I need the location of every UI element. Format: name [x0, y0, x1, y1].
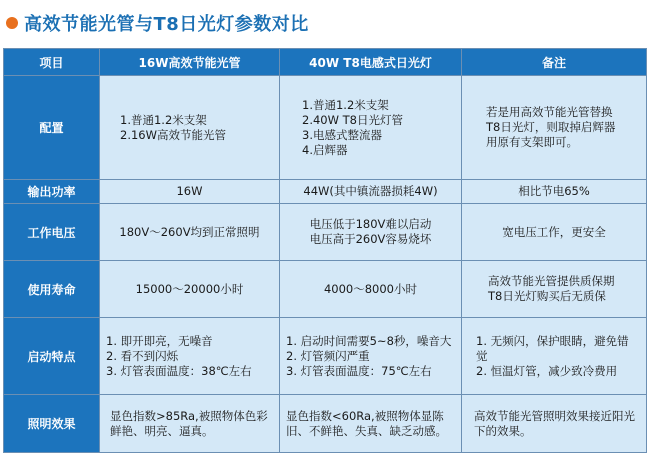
list-item: 2. 看不到闪烁 — [106, 348, 179, 363]
row-label: 工作电压 — [4, 204, 100, 261]
header-item: 项目 — [4, 49, 100, 76]
title-row — [6, 6, 309, 40]
header-row — [4, 49, 647, 76]
list-item: 2. 灯管频闪严重 — [286, 348, 370, 363]
startup-t8-cell — [280, 318, 462, 395]
power-notes-cell: 相比节电65% — [462, 180, 647, 204]
list-item: 2.40W T8日光灯管 — [302, 112, 403, 127]
lifespan-t8-cell: 4000～8000小时 — [280, 261, 462, 318]
lifespan-led-cell: 15000～20000小时 — [100, 261, 280, 318]
row-label: 使用寿命 — [4, 261, 100, 318]
table-row — [4, 204, 647, 261]
header-notes: 备注 — [462, 49, 647, 76]
bullet-dot-icon — [6, 17, 18, 29]
page-title: 高效节能光管与T8日光灯参数对比 — [24, 14, 309, 35]
comparison-table — [3, 48, 647, 453]
list-item: 3.电感式整流器 — [302, 127, 382, 142]
list-item: 4.启辉器 — [302, 142, 348, 157]
list-item: 3. 灯管表面温度：38℃左右 — [106, 363, 252, 378]
table-row — [4, 395, 647, 453]
header-t8-lamp: 40W T8电感式日光灯 — [280, 49, 462, 76]
list-item: 1. 启动时间需要5~8秒，噪音大 — [286, 333, 452, 348]
list-item: 1. 无频闪，保护眼睛，避免错觉 — [476, 333, 629, 363]
list-item: 2. 恒温灯管，减少致冷费用 — [476, 363, 618, 378]
table-row — [4, 318, 647, 395]
table-row — [4, 76, 647, 180]
row-label: 照明效果 — [4, 395, 100, 453]
table-row — [4, 180, 647, 204]
list-item: 1. 即开即亮，无噪音 — [106, 333, 213, 348]
row-label: 输出功率 — [4, 180, 100, 204]
startup-led-cell — [100, 318, 280, 395]
list-item: 1.普通1.2米支架 — [120, 112, 207, 127]
voltage-led-cell: 180V～260V均到正常照明 — [100, 204, 280, 261]
config-t8-cell — [280, 76, 462, 180]
power-t8-cell: 44W(其中镇流器损耗4W) — [280, 180, 462, 204]
voltage-notes-cell: 宽电压工作，更安全 — [462, 204, 647, 261]
lighting-led-cell: 显色指数>85Ra,被照物体色彩鲜艳、明亮、逼真。 — [100, 395, 280, 453]
power-led-cell: 16W — [100, 180, 280, 204]
lighting-notes-cell: 高效节能光管照明效果接近阳光下的效果。 — [462, 395, 647, 453]
list-item: 3. 灯管表面温度：75℃左右 — [286, 363, 432, 378]
list-item: 1.普通1.2米支架 — [302, 97, 389, 112]
list-item: 2.16W高效节能光管 — [120, 127, 226, 142]
lighting-t8-cell: 显色指数<60Ra,被照物体显陈旧、不鲜艳、失真、缺乏动感。 — [280, 395, 462, 453]
lifespan-notes-cell: 高效节能光管提供质保期T8日光灯购买后无质保 — [462, 261, 647, 318]
row-label: 启动特点 — [4, 318, 100, 395]
config-notes-cell: 若是用高效节能光管替换T8日光灯，则取掉启辉器用原有支架即可。 — [462, 76, 647, 180]
header-led-tube: 16W高效节能光管 — [100, 49, 280, 76]
voltage-t8-cell: 电压低于180V难以启动 电压高于260V容易烧坏 — [280, 204, 462, 261]
table-row — [4, 261, 647, 318]
row-label: 配置 — [4, 76, 100, 180]
config-led-cell — [100, 76, 280, 180]
startup-notes-cell — [462, 318, 647, 395]
